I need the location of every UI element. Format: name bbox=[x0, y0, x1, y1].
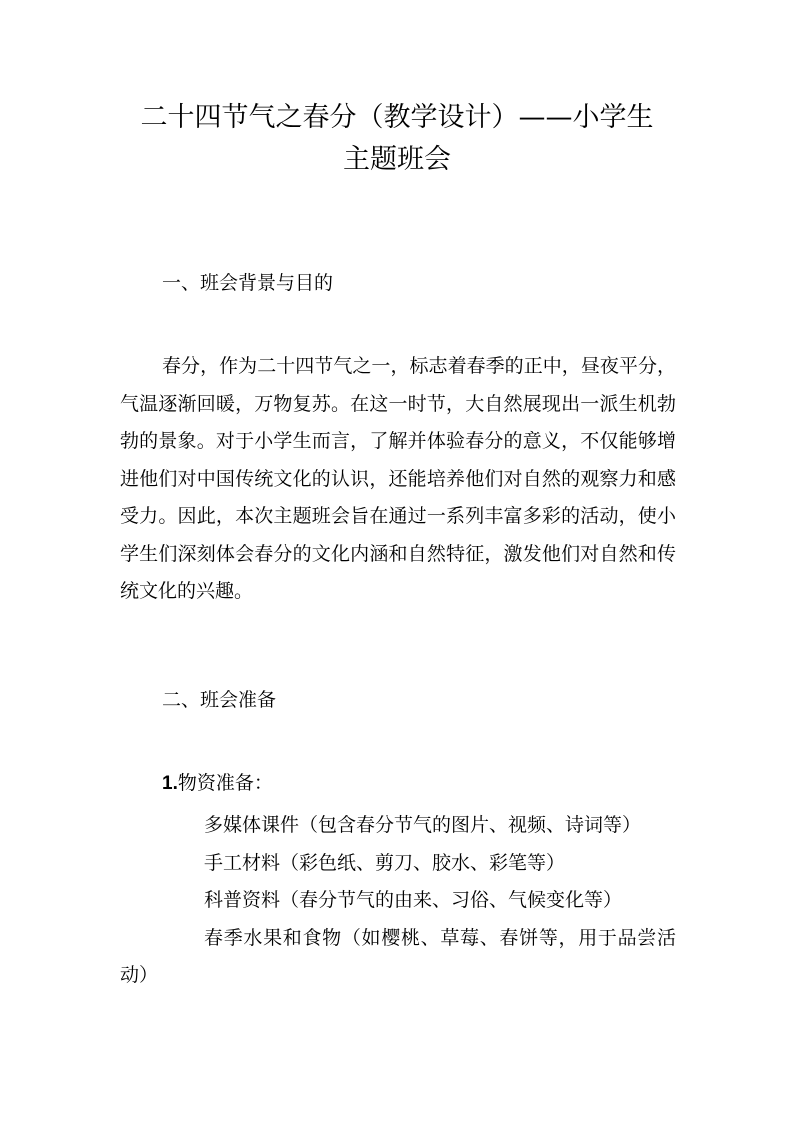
list-item: 手工材料（彩色纸、剪刀、胶水、彩笔等） bbox=[204, 851, 566, 874]
list-item: 多媒体课件（包含春分节气的图片、视频、诗词等） bbox=[204, 814, 642, 836]
subheading-label: 物资准备： bbox=[177, 772, 273, 794]
list-item: 春季水果和食物（如樱桃、草莓、春饼等，用于品尝活动） bbox=[120, 926, 676, 986]
section-paragraph-background: 春分，作为二十四节气之一，标志着春季的正中，昼夜平分，气温逐渐回暖，万物复苏。在这一时节，大自然展现出一派生机勃勃的景象。对于小学生而言，了解并体验春分的意义，不仅能够增进他们对中国传统文化的认识，还能培养他们对自然的观察力和感受力。因此，本次主题班会旨在通过一系列丰富多彩的活动，使小学生们深刻体会春分的文化内涵和自然特征，激发他们对自然和传统文化的兴趣。 bbox=[120, 355, 676, 602]
section-heading-background: 一、班会背景与目的 bbox=[162, 272, 334, 294]
list-item: 科普资料（春分节气的由来、习俗、气候变化等） bbox=[204, 889, 623, 911]
section-heading-preparation: 二、班会准备 bbox=[162, 689, 277, 711]
subheading-materials bbox=[162, 768, 273, 799]
materials-list bbox=[120, 807, 676, 995]
document-title-line-1: 二十四节气之春分（教学设计）——小学生 bbox=[140, 102, 654, 133]
document-title-line-2: 主题班会 bbox=[343, 144, 451, 175]
subheading-number: 1. bbox=[162, 773, 178, 794]
